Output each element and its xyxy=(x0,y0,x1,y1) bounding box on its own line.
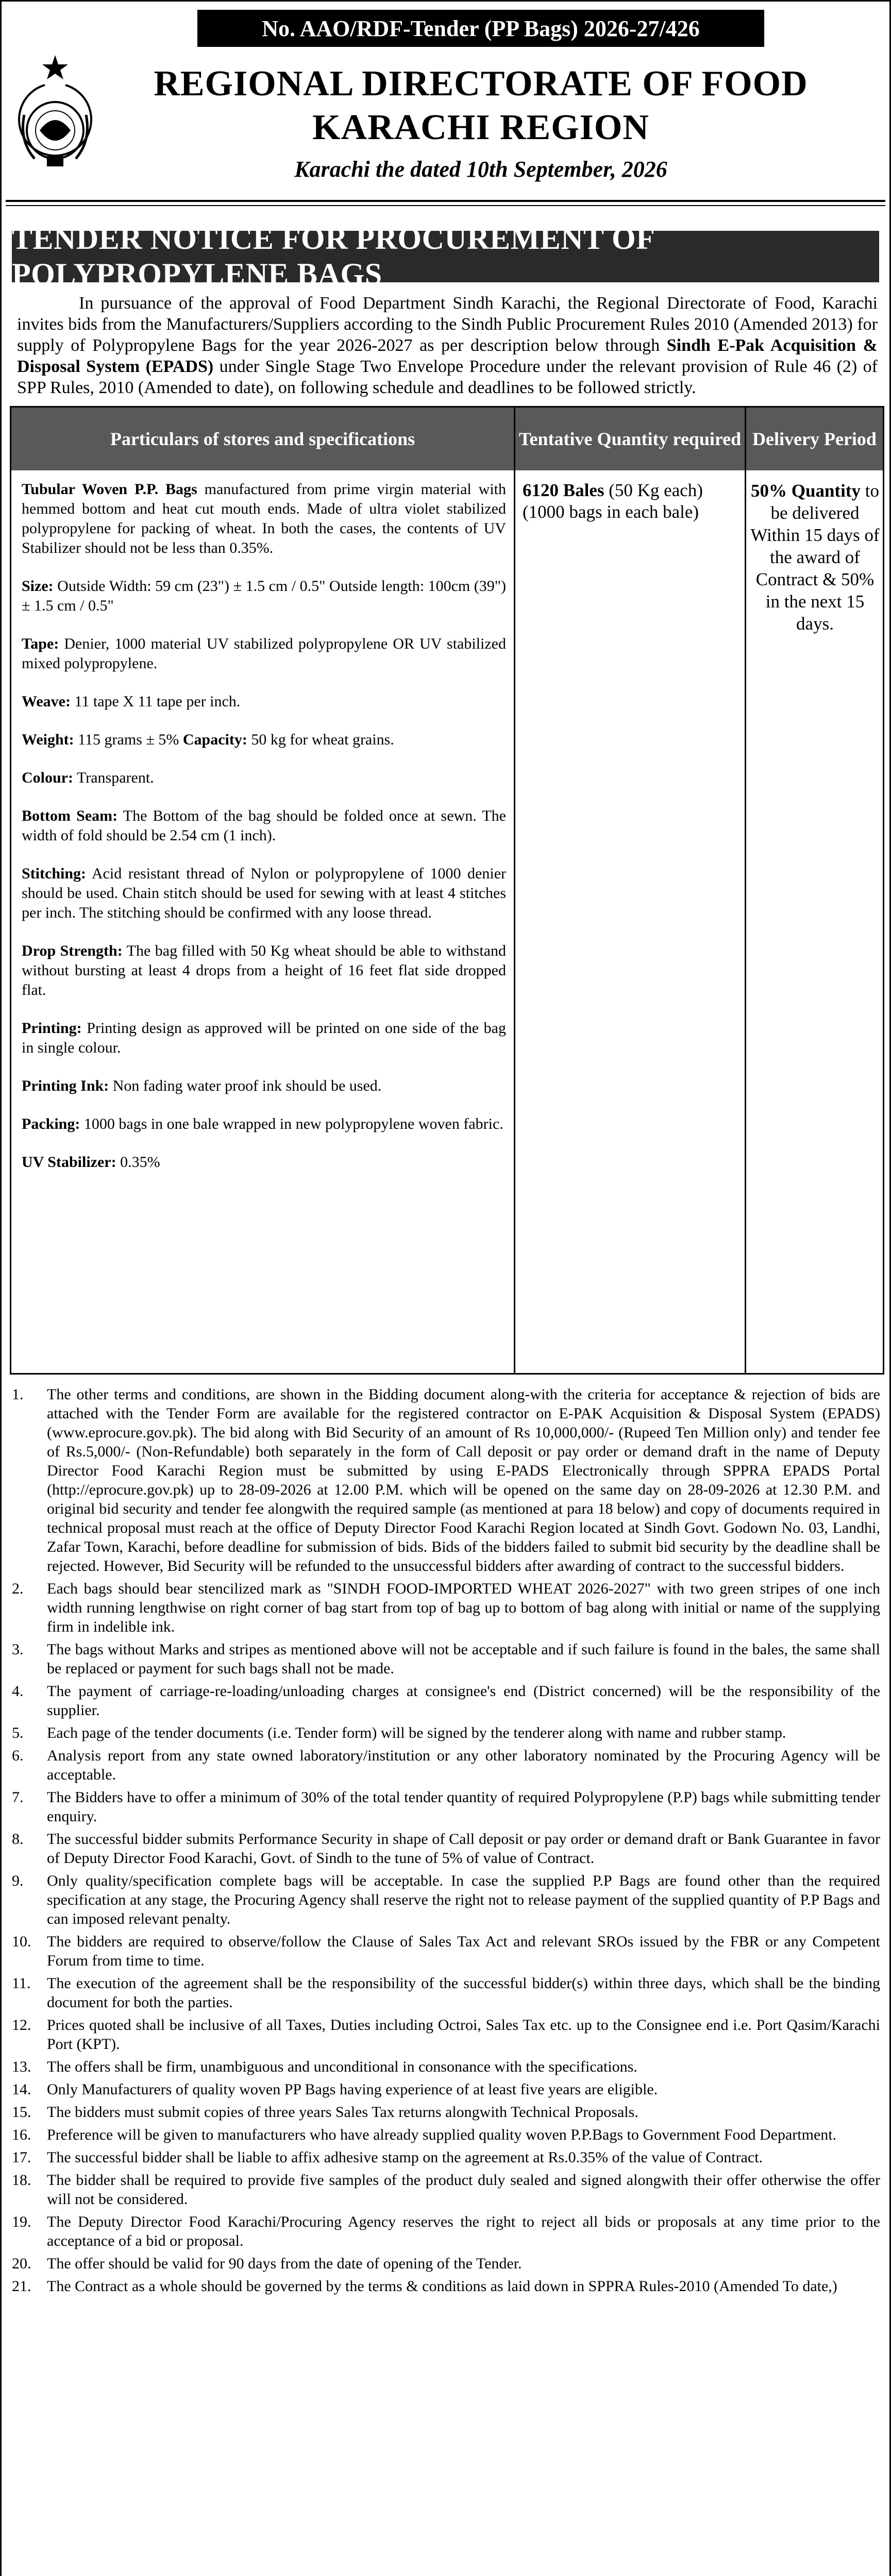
spec-text: Outside Width: 59 cm (23") ± 1.5 cm / 0.5" Outside length: 100cm (39") ± 1.5 cm / 0.5" xyxy=(22,578,506,614)
term-number: 17. xyxy=(12,2149,31,2166)
term-item xyxy=(12,2103,880,2122)
spec-item xyxy=(22,1114,506,1134)
spec-label: Printing: xyxy=(22,1020,82,1037)
term-number: 16. xyxy=(12,2126,31,2143)
spec-text: 115 grams ± 5% xyxy=(74,731,183,748)
term-text: The offers shall be firm, unambiguous and unconditional in consonance with the specifications. xyxy=(47,2058,637,2075)
spec-label: Tubular Woven P.P. Bags xyxy=(22,481,197,498)
term-number: 1. xyxy=(12,1386,24,1403)
spec-item xyxy=(22,864,506,923)
spec-item xyxy=(22,692,506,711)
term-number: 8. xyxy=(12,1831,24,1848)
term-item xyxy=(12,1974,880,2012)
spec-text: The bag filled with 50 Kg wheat should be able to withstand without bursting at least 4 drops from a height of 16 feet flat side dropped flat. xyxy=(22,942,506,998)
term-item xyxy=(12,1682,880,1720)
notice-date: Karachi the dated 10th September, 2026 xyxy=(294,157,667,182)
spec-label: Packing: xyxy=(22,1115,80,1132)
spec-label: Stitching: xyxy=(22,865,87,882)
term-number: 10. xyxy=(12,1933,31,1950)
term-text: Analysis report from any state owned laboratory/institution or any other laboratory nominated by the Procuring Agency will be acceptable. xyxy=(47,1747,880,1783)
spec-label: Drop Strength: xyxy=(22,942,123,959)
term-text: The other terms and conditions, are shown in the Bidding document along-with the criteria for acceptance & rejection of bids are attached with the Tender Form are available for the registered contractor on E-PAK Acquisition & Disposal System (EPADS) (www.eprocure.gov.pk). The bid along with Bid Security of an amount of Rs 10,000,000/- (Rupeed Ten Million only) and tender fee of Rs.5,000/- (Non-Refundable) both separately in the form of Call deposit or pay order or demand draft in the name of Deputy Director Food Karachi Region must be submitted by using E-PADS Electronically through SPPRA EPADS Portal (http://eprocure.gov.pk) up to 28-09-2026 at 12.00 P.M. which will be opened on the same day on 28-09-2026 at 12.30 P.M. and original bid security and tender fee alongwith the required sample (as mentioned at para 18 below) and copy of documents required in technical proposal must reach at the office of Deputy Director Food Karachi Region located at Sindh Govt. Godown No. 03, Landhi, Zafar Town, Karachi, before deadline for submission of bids. Bids of the bidders failed to submit bid security by the deadline shall be rejected. However, Bid Security will be refunded to the unsuccessful bidders after awarding of contract to the successful bidders. xyxy=(47,1386,880,1574)
spec-label: Printing Ink: xyxy=(22,1077,109,1094)
intro-paragraph xyxy=(17,293,878,398)
column-divider xyxy=(745,408,746,1373)
delivery-schedule: to be delivered Within 15 days of the award of Contract & 50% in the next 15 days. xyxy=(750,481,880,634)
term-number: 14. xyxy=(12,2081,31,2098)
term-text: Preference will be given to manufacturers who have already supplied quality woven P.P.Bags to Government Food Department. xyxy=(47,2126,837,2143)
term-number: 11. xyxy=(12,1975,31,1992)
term-number: 5. xyxy=(12,1724,24,1741)
term-number: 12. xyxy=(12,2016,31,2033)
spec-text: The Bottom of the bag should be folded once at sewn. The width of fold should be 2.54 cm (1 inch). xyxy=(22,807,506,844)
term-text: The successful bidder shall be liable to affix adhesive stamp on the agreement at Rs.0.35% of the value of Contract. xyxy=(47,2149,763,2166)
spec-label: Tape: xyxy=(22,635,59,652)
organization-region: KARACHI REGION xyxy=(312,108,649,147)
term-item xyxy=(12,1579,880,1636)
term-item xyxy=(12,1932,880,1970)
header-divider-thin xyxy=(6,205,885,206)
organization-name: REGIONAL DIRECTORATE OF FOOD xyxy=(154,64,808,104)
term-item xyxy=(12,2171,880,2209)
table-header-row xyxy=(11,408,883,470)
term-number: 19. xyxy=(12,2213,31,2230)
quantity-bags-per-bale: (1000 bags in each bale) xyxy=(523,502,699,522)
term-item xyxy=(12,1723,880,1742)
term-text: Each page of the tender documents (i.e. Tender form) will be signed by the tenderer along with name and rubber stamp. xyxy=(47,1724,786,1741)
term-item xyxy=(12,2125,880,2144)
header-delivery: Delivery Period xyxy=(752,429,877,449)
spec-text: manufactured from prime virgin material with hemmed bottom and heat cut mouth ends. Made of ultra violet stabilized polypropylene for packing of wheat. In both the cases, the contents of UV Stabilizer should not be less than 0.35%. xyxy=(22,481,506,556)
term-text: Only Manufacturers of quality woven PP Bags having experience of at least five years are eligible. xyxy=(47,2081,658,2098)
spec-label: Weave: xyxy=(22,693,71,710)
quantity-each: (50 Kg each) xyxy=(604,480,703,500)
term-number: 2. xyxy=(12,1580,24,1597)
reference-number-bar xyxy=(197,10,764,47)
term-item xyxy=(12,1788,880,1826)
spec-label: Size: xyxy=(22,578,54,595)
publication-code xyxy=(4,2554,24,2576)
spec-label: Colour: xyxy=(22,769,73,786)
spec-label: Capacity: xyxy=(182,731,247,748)
delivery-first-quantity: 50% Quantity xyxy=(751,481,861,501)
spec-label: UV Stabilizer: xyxy=(22,1154,116,1171)
quantity-cell xyxy=(523,480,739,523)
reference-number: No. AAO/RDF-Tender (PP Bags) 2026-27/426 xyxy=(262,15,700,41)
terms-list xyxy=(12,1385,880,2299)
spec-item xyxy=(22,1153,506,1172)
spec-item xyxy=(22,634,506,673)
term-item xyxy=(12,2148,880,2167)
term-number: 20. xyxy=(12,2255,31,2272)
emblem-icon xyxy=(14,53,96,172)
term-text: The payment of carriage-re-loading/unloading charges at consignee's end (District concerned) will be the responsibility of the supplier. xyxy=(47,1683,880,1719)
column-divider xyxy=(514,408,515,1373)
term-text: The bidders are required to observe/follow the Clause of Sales Tax Act and relevant SROs issued by the FBR or any Competent Forum from time to time. xyxy=(47,1933,880,1969)
term-text: The offer should be valid for 90 days from the date of opening of the Tender. xyxy=(47,2255,522,2272)
term-item xyxy=(12,2254,880,2273)
term-text: The bidder shall be required to provide five samples of the product duly sealed and signed alongwith their offer otherwise the offer will not be considered. xyxy=(47,2172,880,2208)
specifications-table xyxy=(10,406,884,1375)
intro-text-2: under Single Stage Two Envelope Procedure under the relevant provision of Rule 46 (2) of SPP Rules, 2010 (Amended to date), on following schedule and deadlines to be followed strictly. xyxy=(17,357,878,397)
term-number: 13. xyxy=(12,2058,31,2075)
spec-text: Acid resistant thread of Nylon or polypropylene of 1000 denier should be used. Chain stitch should be used for sewing with at least 4 stitches per inch. The stitching should be confirmed with any loose thread. xyxy=(22,865,506,921)
term-number: 9. xyxy=(12,1872,24,1889)
term-number: 6. xyxy=(12,1747,24,1764)
specifications-column xyxy=(22,480,506,1191)
term-item xyxy=(12,2057,880,2076)
term-number: 21. xyxy=(12,2278,31,2295)
term-text: Only quality/specification complete bags will be acceptable. In case the supplied P.P Bags are found other than the required specification at any stage, the Procuring Agency shall reserve the right not to release payment of the supplied quantity of P.P Bags and can imposed relevant penalty. xyxy=(47,1872,880,1927)
term-item xyxy=(12,1871,880,1928)
term-item xyxy=(12,2277,880,2296)
spec-item xyxy=(22,1019,506,1058)
spec-text: 11 tape X 11 tape per inch. xyxy=(70,693,241,710)
spec-text: 50 kg for wheat grains. xyxy=(247,731,394,748)
term-item xyxy=(12,2080,880,2099)
spec-item xyxy=(22,768,506,788)
header-quantity: Tentative Quantity required xyxy=(518,429,742,449)
term-number: 4. xyxy=(12,1683,24,1700)
term-number: 18. xyxy=(12,2172,31,2189)
spec-item xyxy=(22,480,506,558)
notice-title: TENDER NOTICE FOR PROCUREMENT OF POLYPROPYLENE BAGS xyxy=(12,222,654,291)
spec-text: Transparent. xyxy=(73,769,154,786)
term-number: 3. xyxy=(12,1641,24,1658)
spec-item xyxy=(22,1076,506,1096)
spec-text: 0.35% xyxy=(116,1154,160,1171)
term-number: 15. xyxy=(12,2104,31,2121)
spec-text: Non fading water proof ink should be used. xyxy=(109,1077,382,1094)
term-text: The bags without Marks and stripes as mentioned above will not be acceptable and if such failure is found in the bales, the same shall be replaced or payment for such bags shall not be made. xyxy=(47,1641,880,1677)
term-text: Each bags should bear stencilized mark as "SINDH FOOD-IMPORTED WHEAT 2026-2027" with two green stripes of one inch width running lengthwise on right corner of bag start from top of bag up to bottom of bag along with initial or name of the supplying firm in indelible ink. xyxy=(47,1580,880,1635)
term-item xyxy=(12,2212,880,2250)
notice-title-bar xyxy=(12,222,879,291)
spec-item xyxy=(22,577,506,616)
term-text: Prices quoted shall be inclusive of all Taxes, Duties including Octroi, Sales Tax etc. up to the Consignee end i.e. Port Qasim/Karachi Port (KPT). xyxy=(47,2016,880,2053)
delivery-cell xyxy=(749,480,881,635)
term-item xyxy=(12,1829,880,1868)
term-text: The successful bidder submits Performance Security in shape of Call deposit or pay order or demand draft or Bank Guarantee in favor of Deputy Director Food Karachi, Govt. of Sindh to the tune of 5% of value of Contract. xyxy=(47,1831,880,1867)
spec-item xyxy=(22,730,506,750)
sindh-government-emblem xyxy=(14,53,96,172)
spec-label: Bottom Seam: xyxy=(22,807,118,824)
term-text: The Contract as a whole should be governed by the terms & conditions as laid down in SPPRA Rules-2010 (Amended To date,) xyxy=(47,2278,837,2295)
spec-text: 1000 bags in one bale wrapped in new polypropylene woven fabric. xyxy=(80,1115,503,1132)
quantity-bales: 6120 Bales xyxy=(523,480,604,500)
term-text: The Bidders have to offer a minimum of 30% of the total tender quantity of required Polypropylene (P.P) bags while submitting tender enquiry. xyxy=(47,1789,880,1825)
term-text: The Deputy Director Food Karachi/Procuring Agency reserves the right to reject all bids or proposals at any time prior to the acceptance of a bid or proposal. xyxy=(47,2213,880,2249)
header-particulars: Particulars of stores and specifications xyxy=(110,429,415,449)
term-item xyxy=(12,1640,880,1678)
spec-label: Weight: xyxy=(22,731,74,748)
intro-text-1: In pursuance of the approval of Food Department Sindh Karachi, the Regional Directorate of Food, Karachi invites bids from the Manufacturers/Suppliers according to the Sindh Public Procurement Rules 2010 (Amended 2013) for supply of Polypropylene Bags for the year 2026-2027 as per description below through xyxy=(17,294,878,355)
spec-item xyxy=(22,806,506,845)
term-text: The bidders must submit copies of three years Sales Tax returns alongwith Technical Proposals. xyxy=(47,2104,638,2121)
spec-text: Denier, 1000 material UV stabilized polypropylene OR UV stabilized mixed polypropylene. xyxy=(22,635,506,672)
term-item xyxy=(12,1385,880,1575)
term-number: 7. xyxy=(12,1789,24,1806)
spec-item xyxy=(22,941,506,1000)
header-divider xyxy=(6,200,885,202)
term-text: The execution of the agreement shall be the responsibility of the successful bidder(s) within three days, which shall be the binding document for both the parties. xyxy=(47,1975,880,2011)
term-item xyxy=(12,2015,880,2054)
intro-epads-bold: Sindh E-Pak Acquisition & Disposal System (EPADS) xyxy=(17,336,878,376)
term-item xyxy=(12,1746,880,1784)
spec-text: Printing design as approved will be printed on one side of the bag in single colour. xyxy=(22,1020,506,1056)
